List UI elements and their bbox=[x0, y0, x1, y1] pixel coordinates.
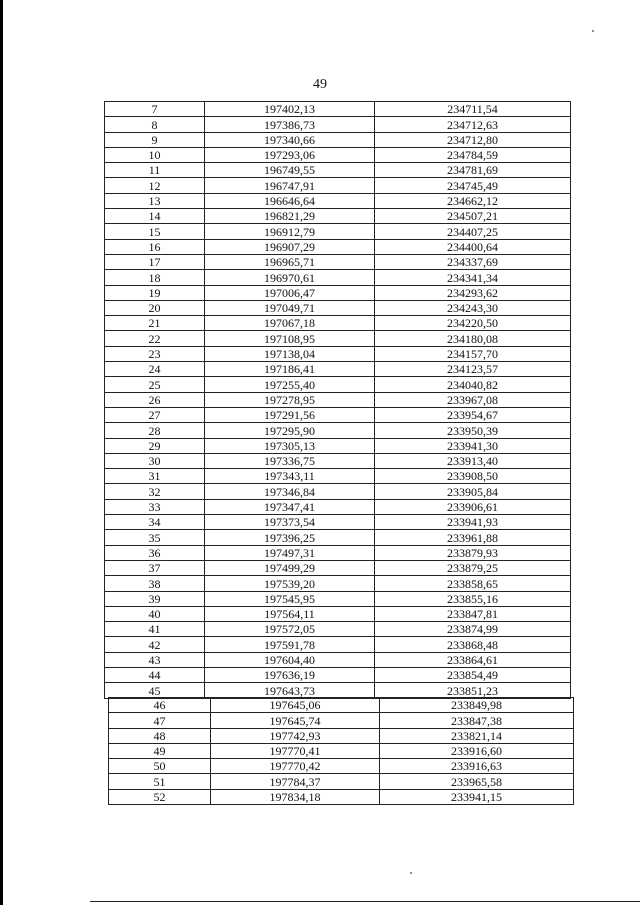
point-number-cell: 18 bbox=[105, 270, 205, 285]
point-number-cell: 17 bbox=[105, 254, 205, 269]
table-row bbox=[105, 423, 571, 438]
y-coordinate-cell: 234745,49 bbox=[375, 178, 571, 193]
x-coordinate-cell: 196646,64 bbox=[205, 193, 375, 208]
table-row bbox=[105, 239, 571, 254]
table-row bbox=[109, 743, 574, 758]
table-row bbox=[109, 713, 574, 728]
y-coordinate-cell: 233961,88 bbox=[375, 530, 571, 545]
point-number-cell: 38 bbox=[105, 576, 205, 591]
x-coordinate-cell: 196965,71 bbox=[205, 254, 375, 269]
y-coordinate-cell: 234341,34 bbox=[375, 270, 571, 285]
x-coordinate-cell: 197340,66 bbox=[205, 132, 375, 147]
point-number-cell: 31 bbox=[105, 469, 205, 484]
table-row bbox=[105, 576, 571, 591]
point-number-cell: 30 bbox=[105, 453, 205, 468]
y-coordinate-cell: 233905,84 bbox=[375, 484, 571, 499]
x-coordinate-cell: 196912,79 bbox=[205, 224, 375, 239]
page-number: 49 bbox=[313, 77, 327, 92]
y-coordinate-cell: 233847,38 bbox=[380, 713, 574, 728]
y-coordinate-cell: 233950,39 bbox=[375, 423, 571, 438]
y-coordinate-cell: 234784,59 bbox=[375, 147, 571, 162]
y-coordinate-cell: 233821,14 bbox=[380, 728, 574, 743]
y-coordinate-cell: 233913,40 bbox=[375, 453, 571, 468]
point-number-cell: 42 bbox=[105, 637, 205, 652]
coordinates-table-part-2 bbox=[108, 697, 574, 805]
table-row bbox=[105, 209, 571, 224]
x-coordinate-cell: 197834,18 bbox=[211, 789, 380, 804]
y-coordinate-cell: 233954,67 bbox=[375, 407, 571, 422]
y-coordinate-cell: 234711,54 bbox=[375, 102, 571, 117]
y-coordinate-cell: 234407,25 bbox=[375, 224, 571, 239]
point-number-cell: 12 bbox=[105, 178, 205, 193]
y-coordinate-cell: 234180,08 bbox=[375, 331, 571, 346]
y-coordinate-cell: 234157,70 bbox=[375, 346, 571, 361]
point-number-cell: 9 bbox=[105, 132, 205, 147]
x-coordinate-cell: 197645,74 bbox=[211, 713, 380, 728]
x-coordinate-cell: 197497,31 bbox=[205, 545, 375, 560]
table-row bbox=[105, 392, 571, 407]
y-coordinate-cell: 233849,98 bbox=[380, 698, 574, 713]
table-row bbox=[105, 362, 571, 377]
x-coordinate-cell: 197604,40 bbox=[205, 652, 375, 667]
point-number-cell: 8 bbox=[105, 117, 205, 132]
y-coordinate-cell: 233879,25 bbox=[375, 560, 571, 575]
table-row bbox=[105, 530, 571, 545]
point-number-cell: 48 bbox=[109, 728, 211, 743]
point-number-cell: 16 bbox=[105, 239, 205, 254]
point-number-cell: 11 bbox=[105, 163, 205, 178]
y-coordinate-cell: 234712,80 bbox=[375, 132, 571, 147]
table-row bbox=[105, 224, 571, 239]
table-row bbox=[105, 560, 571, 575]
point-number-cell: 50 bbox=[109, 759, 211, 774]
x-coordinate-cell: 197186,41 bbox=[205, 362, 375, 377]
x-coordinate-cell: 197278,95 bbox=[205, 392, 375, 407]
y-coordinate-cell: 234662,12 bbox=[375, 193, 571, 208]
table-row bbox=[105, 591, 571, 606]
x-coordinate-cell: 196970,61 bbox=[205, 270, 375, 285]
y-coordinate-cell: 233858,65 bbox=[375, 576, 571, 591]
x-coordinate-cell: 197545,95 bbox=[205, 591, 375, 606]
point-number-cell: 43 bbox=[105, 652, 205, 667]
table-row bbox=[105, 484, 571, 499]
x-coordinate-cell: 197291,56 bbox=[205, 407, 375, 422]
table-row bbox=[105, 331, 571, 346]
x-coordinate-cell: 197591,78 bbox=[205, 637, 375, 652]
y-coordinate-cell: 233967,08 bbox=[375, 392, 571, 407]
x-coordinate-cell: 197305,13 bbox=[205, 438, 375, 453]
point-number-cell: 13 bbox=[105, 193, 205, 208]
y-coordinate-cell: 233908,50 bbox=[375, 469, 571, 484]
table-row bbox=[105, 667, 571, 682]
y-coordinate-cell: 233874,99 bbox=[375, 622, 571, 637]
point-number-cell: 14 bbox=[105, 209, 205, 224]
y-coordinate-cell: 234123,57 bbox=[375, 362, 571, 377]
point-number-cell: 22 bbox=[105, 331, 205, 346]
y-coordinate-cell: 233855,16 bbox=[375, 591, 571, 606]
y-coordinate-cell: 233868,48 bbox=[375, 637, 571, 652]
y-coordinate-cell: 233864,61 bbox=[375, 652, 571, 667]
table-row bbox=[109, 698, 574, 713]
point-number-cell: 46 bbox=[109, 698, 211, 713]
table-row bbox=[105, 515, 571, 530]
table-row bbox=[105, 499, 571, 514]
table-row bbox=[105, 346, 571, 361]
table-row bbox=[105, 193, 571, 208]
point-number-cell: 49 bbox=[109, 743, 211, 758]
table-row bbox=[105, 163, 571, 178]
x-coordinate-cell: 197770,42 bbox=[211, 759, 380, 774]
page-left-edge bbox=[0, 0, 3, 905]
x-coordinate-cell: 197006,47 bbox=[205, 285, 375, 300]
scan-speck bbox=[592, 30, 594, 32]
table-row bbox=[105, 545, 571, 560]
y-coordinate-cell: 233854,49 bbox=[375, 667, 571, 682]
x-coordinate-cell: 197067,18 bbox=[205, 316, 375, 331]
point-number-cell: 27 bbox=[105, 407, 205, 422]
point-number-cell: 40 bbox=[105, 606, 205, 621]
x-coordinate-cell: 197572,05 bbox=[205, 622, 375, 637]
table-row bbox=[105, 316, 571, 331]
coordinates-table-part-1 bbox=[104, 101, 571, 699]
y-coordinate-cell: 234507,21 bbox=[375, 209, 571, 224]
table-row bbox=[105, 285, 571, 300]
x-coordinate-cell: 197564,11 bbox=[205, 606, 375, 621]
table-row bbox=[105, 453, 571, 468]
point-number-cell: 23 bbox=[105, 346, 205, 361]
point-number-cell: 15 bbox=[105, 224, 205, 239]
point-number-cell: 28 bbox=[105, 423, 205, 438]
x-coordinate-cell: 197770,41 bbox=[211, 743, 380, 758]
y-coordinate-cell: 234243,30 bbox=[375, 300, 571, 315]
table-row bbox=[105, 300, 571, 315]
x-coordinate-cell: 197049,71 bbox=[205, 300, 375, 315]
x-coordinate-cell: 196749,55 bbox=[205, 163, 375, 178]
table-row bbox=[109, 774, 574, 789]
y-coordinate-cell: 233916,63 bbox=[380, 759, 574, 774]
y-coordinate-cell: 233851,23 bbox=[375, 683, 571, 698]
x-coordinate-cell: 197742,93 bbox=[211, 728, 380, 743]
x-coordinate-cell: 197396,25 bbox=[205, 530, 375, 545]
point-number-cell: 37 bbox=[105, 560, 205, 575]
y-coordinate-cell: 234712,63 bbox=[375, 117, 571, 132]
point-number-cell: 35 bbox=[105, 530, 205, 545]
x-coordinate-cell: 197255,40 bbox=[205, 377, 375, 392]
x-coordinate-cell: 197386,73 bbox=[205, 117, 375, 132]
y-coordinate-cell: 233965,58 bbox=[380, 774, 574, 789]
table-row bbox=[105, 377, 571, 392]
table-row bbox=[105, 147, 571, 162]
point-number-cell: 47 bbox=[109, 713, 211, 728]
point-number-cell: 32 bbox=[105, 484, 205, 499]
point-number-cell: 25 bbox=[105, 377, 205, 392]
point-number-cell: 7 bbox=[105, 102, 205, 117]
x-coordinate-cell: 197645,06 bbox=[211, 698, 380, 713]
bottom-border-line bbox=[90, 901, 640, 902]
point-number-cell: 39 bbox=[105, 591, 205, 606]
point-number-cell: 41 bbox=[105, 622, 205, 637]
table-row bbox=[105, 622, 571, 637]
table-row bbox=[105, 407, 571, 422]
point-number-cell: 51 bbox=[109, 774, 211, 789]
table-row bbox=[105, 102, 571, 117]
table-row bbox=[105, 117, 571, 132]
x-coordinate-cell: 197108,95 bbox=[205, 331, 375, 346]
table-row bbox=[105, 683, 571, 698]
y-coordinate-cell: 234781,69 bbox=[375, 163, 571, 178]
x-coordinate-cell: 197343,11 bbox=[205, 469, 375, 484]
x-coordinate-cell: 197347,41 bbox=[205, 499, 375, 514]
point-number-cell: 26 bbox=[105, 392, 205, 407]
y-coordinate-cell: 234293,62 bbox=[375, 285, 571, 300]
x-coordinate-cell: 197539,20 bbox=[205, 576, 375, 591]
point-number-cell: 21 bbox=[105, 316, 205, 331]
y-coordinate-cell: 233941,93 bbox=[375, 515, 571, 530]
table-row bbox=[105, 637, 571, 652]
x-coordinate-cell: 197336,75 bbox=[205, 453, 375, 468]
x-coordinate-cell: 196821,29 bbox=[205, 209, 375, 224]
point-number-cell: 36 bbox=[105, 545, 205, 560]
y-coordinate-cell: 233879,93 bbox=[375, 545, 571, 560]
y-coordinate-cell: 233941,15 bbox=[380, 789, 574, 804]
table-row bbox=[105, 652, 571, 667]
x-coordinate-cell: 197138,04 bbox=[205, 346, 375, 361]
x-coordinate-cell: 197636,19 bbox=[205, 667, 375, 682]
y-coordinate-cell: 233916,60 bbox=[380, 743, 574, 758]
x-coordinate-cell: 196907,29 bbox=[205, 239, 375, 254]
y-coordinate-cell: 234400,64 bbox=[375, 239, 571, 254]
point-number-cell: 10 bbox=[105, 147, 205, 162]
point-number-cell: 29 bbox=[105, 438, 205, 453]
table-row bbox=[109, 728, 574, 743]
y-coordinate-cell: 233847,81 bbox=[375, 606, 571, 621]
table-row bbox=[105, 178, 571, 193]
y-coordinate-cell: 234040,82 bbox=[375, 377, 571, 392]
scan-speck bbox=[410, 872, 412, 874]
point-number-cell: 19 bbox=[105, 285, 205, 300]
x-coordinate-cell: 197373,54 bbox=[205, 515, 375, 530]
point-number-cell: 24 bbox=[105, 362, 205, 377]
x-coordinate-cell: 197293,06 bbox=[205, 147, 375, 162]
point-number-cell: 34 bbox=[105, 515, 205, 530]
point-number-cell: 33 bbox=[105, 499, 205, 514]
y-coordinate-cell: 234220,50 bbox=[375, 316, 571, 331]
x-coordinate-cell: 197346,84 bbox=[205, 484, 375, 499]
table-row bbox=[105, 606, 571, 621]
table-row bbox=[105, 438, 571, 453]
x-coordinate-cell: 197784,37 bbox=[211, 774, 380, 789]
point-number-cell: 45 bbox=[105, 683, 205, 698]
x-coordinate-cell: 197643,73 bbox=[205, 683, 375, 698]
table-row bbox=[105, 254, 571, 269]
point-number-cell: 44 bbox=[105, 667, 205, 682]
point-number-cell: 52 bbox=[109, 789, 211, 804]
y-coordinate-cell: 233906,61 bbox=[375, 499, 571, 514]
table-row bbox=[105, 270, 571, 285]
x-coordinate-cell: 196747,91 bbox=[205, 178, 375, 193]
point-number-cell: 20 bbox=[105, 300, 205, 315]
y-coordinate-cell: 234337,69 bbox=[375, 254, 571, 269]
table-row bbox=[109, 759, 574, 774]
table-row bbox=[105, 132, 571, 147]
x-coordinate-cell: 197499,29 bbox=[205, 560, 375, 575]
x-coordinate-cell: 197402,13 bbox=[205, 102, 375, 117]
y-coordinate-cell: 233941,30 bbox=[375, 438, 571, 453]
table-row bbox=[105, 469, 571, 484]
table-row bbox=[109, 789, 574, 804]
x-coordinate-cell: 197295,90 bbox=[205, 423, 375, 438]
